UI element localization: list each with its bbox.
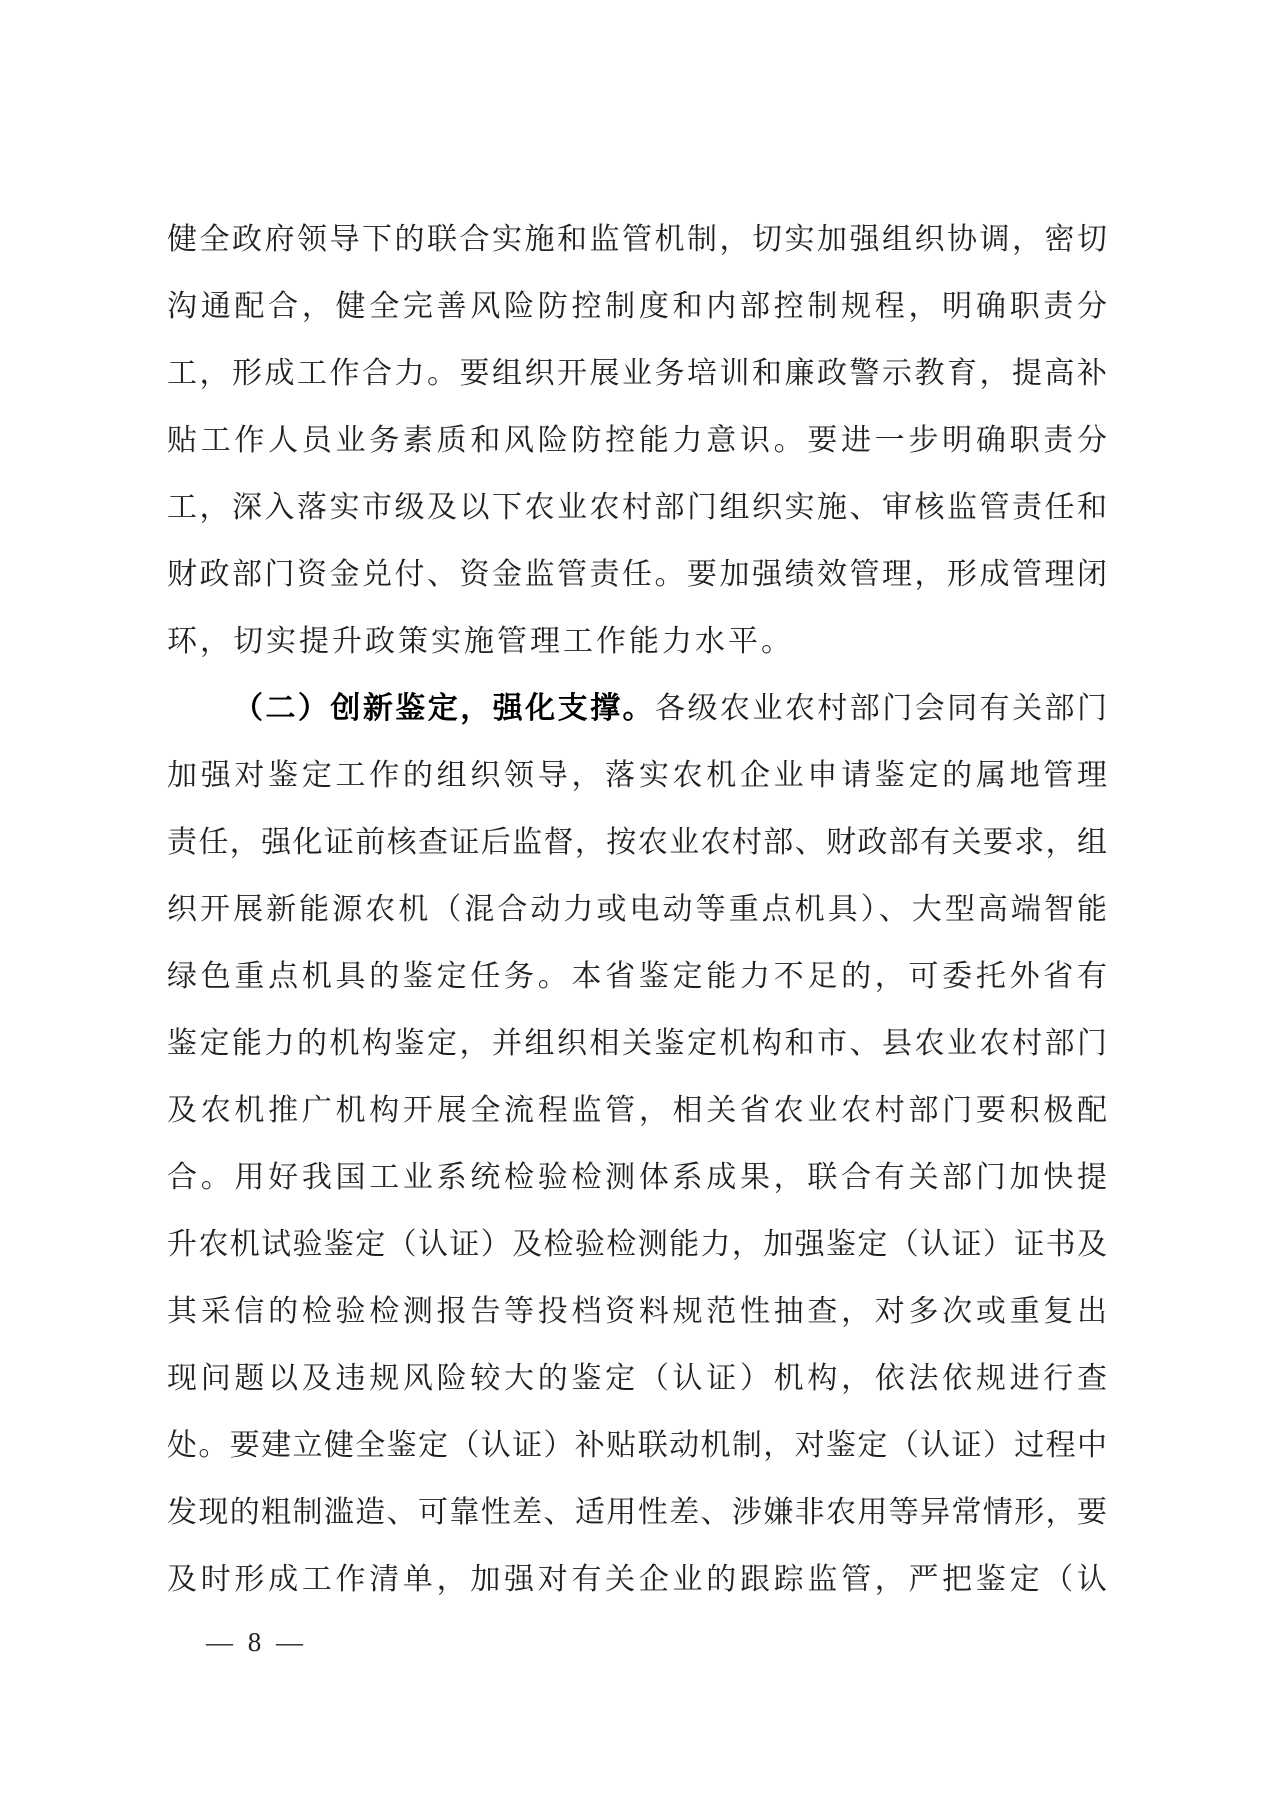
text-segment: 加强对鉴定工作的组织领导，落实农机企业申请鉴定的属地管理: [167, 759, 1107, 792]
text-line: [167, 876, 1107, 943]
text-line: [167, 675, 1107, 742]
text-segment: 发现的粗制滥造、可靠性差、适用性差、涉嫌非农用等异常情形，要: [167, 1496, 1107, 1529]
text-line: [167, 1077, 1107, 1144]
text-segment: 沟通配合，健全完善风险防控制度和内部控制规程，明确职责分: [167, 290, 1107, 323]
page-number: — 8 —: [206, 1627, 307, 1657]
text-line: [167, 742, 1107, 809]
text-line: [167, 1345, 1107, 1412]
text-line: [167, 809, 1107, 876]
text-segment: 工，深入落实市级及以下农业农村部门组织实施、审核监管责任和: [167, 491, 1107, 524]
text-segment: 责任，强化证前核查证后监督，按农业农村部、财政部有关要求，组: [167, 826, 1107, 859]
section-heading-segment: （二）创新鉴定，强化支撑。: [233, 692, 655, 725]
text-line: [167, 340, 1107, 407]
text-line: [167, 1479, 1107, 1546]
document-body: [167, 206, 1107, 1613]
text-line: [167, 608, 1107, 675]
text-line: [167, 206, 1107, 273]
text-line: [167, 1412, 1107, 1479]
text-segment: 绿色重点机具的鉴定任务。本省鉴定能力不足的，可委托外省有: [167, 960, 1107, 993]
text-line: [167, 541, 1107, 608]
text-segment: 各级农业农村部门会同有关部门: [655, 692, 1107, 725]
text-segment: 健全政府领导下的联合实施和监管机制，切实加强组织协调，密切: [167, 223, 1107, 256]
text-segment: 工，形成工作合力。要组织开展业务培训和廉政警示教育，提高补: [167, 357, 1107, 390]
text-segment: 升农机试验鉴定（认证）及检验检测能力，加强鉴定（认证）证书及: [167, 1228, 1107, 1261]
text-line: [167, 407, 1107, 474]
text-line: [167, 1546, 1107, 1613]
text-line: [167, 1144, 1107, 1211]
text-segment: 合。用好我国工业系统检验检测体系成果，联合有关部门加快提: [167, 1161, 1107, 1194]
text-segment: 处。要建立健全鉴定（认证）补贴联动机制，对鉴定（认证）过程中: [167, 1429, 1107, 1462]
text-segment: 及时形成工作清单，加强对有关企业的跟踪监管，严把鉴定（认: [167, 1563, 1107, 1596]
text-segment: 及农机推广机构开展全流程监管，相关省农业农村部门要积极配: [167, 1094, 1107, 1127]
text-line: [167, 273, 1107, 340]
text-line: [167, 943, 1107, 1010]
text-line: [167, 1010, 1107, 1077]
text-line: [167, 1211, 1107, 1278]
text-segment: 其采信的检验检测报告等投档资料规范性抽查，对多次或重复出: [167, 1295, 1107, 1328]
text-line: [167, 1278, 1107, 1345]
text-segment: 织开展新能源农机（混合动力或电动等重点机具）、大型高端智能: [167, 893, 1107, 926]
text-segment: 现问题以及违规风险较大的鉴定（认证）机构，依法依规进行查: [167, 1362, 1107, 1395]
text-segment: 财政部门资金兑付、资金监管责任。要加强绩效管理，形成管理闭: [167, 558, 1107, 591]
text-segment: 鉴定能力的机构鉴定，并组织相关鉴定机构和市、县农业农村部门: [167, 1027, 1107, 1060]
text-segment: 环，切实提升政策实施管理工作能力水平。: [167, 625, 794, 658]
text-line: [167, 474, 1107, 541]
text-segment: 贴工作人员业务素质和风险防控能力意识。要进一步明确职责分: [167, 424, 1107, 457]
